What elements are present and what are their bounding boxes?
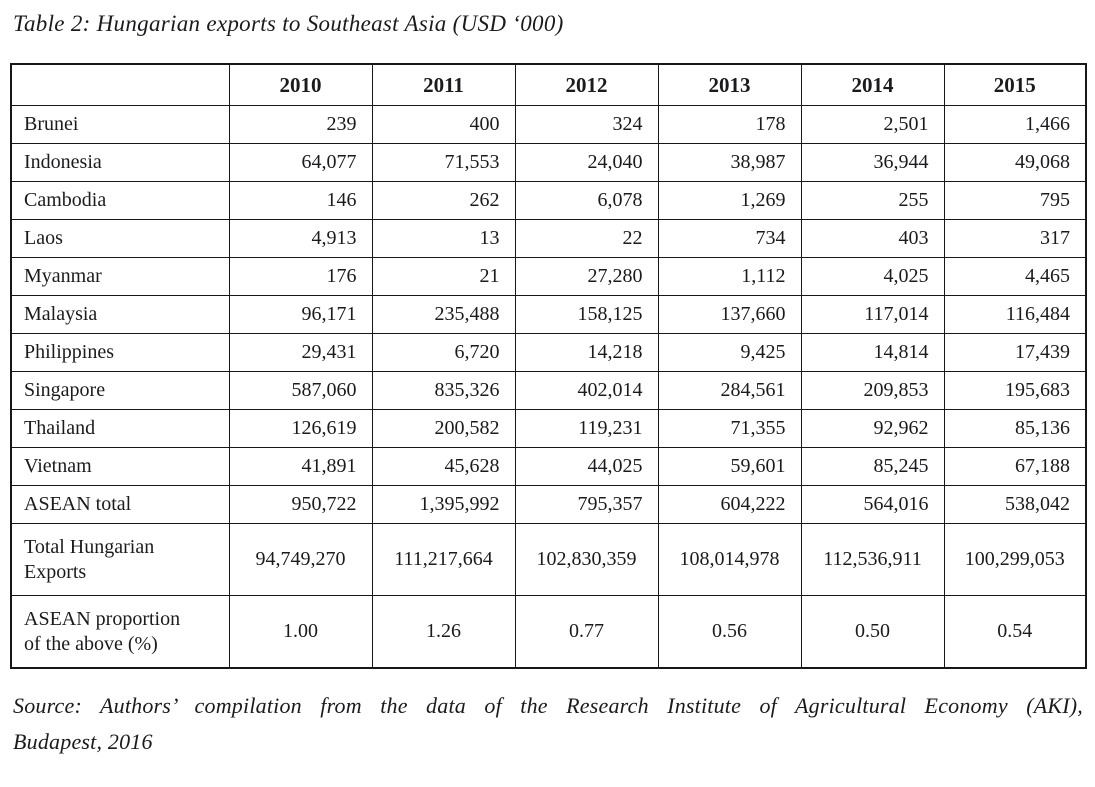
source-note bbox=[13, 688, 1083, 760]
value-cell: 94,749,270 bbox=[229, 524, 372, 596]
table-row bbox=[11, 182, 1086, 220]
value-cell: 176 bbox=[229, 258, 372, 296]
row-label: Cambodia bbox=[11, 182, 229, 220]
table-row bbox=[11, 220, 1086, 258]
value-cell: 71,355 bbox=[658, 410, 801, 448]
value-cell: 108,014,978 bbox=[658, 524, 801, 596]
value-cell: 6,720 bbox=[372, 334, 515, 372]
value-cell: 402,014 bbox=[515, 372, 658, 410]
value-cell: 835,326 bbox=[372, 372, 515, 410]
row-label: ASEAN total bbox=[11, 486, 229, 524]
value-cell: 100,299,053 bbox=[944, 524, 1086, 596]
page bbox=[0, 11, 1095, 760]
value-cell: 950,722 bbox=[229, 486, 372, 524]
value-cell: 29,431 bbox=[229, 334, 372, 372]
value-cell: 14,218 bbox=[515, 334, 658, 372]
value-cell: 734 bbox=[658, 220, 801, 258]
value-cell: 6,078 bbox=[515, 182, 658, 220]
value-cell: 59,601 bbox=[658, 448, 801, 486]
row-label: Brunei bbox=[11, 106, 229, 144]
corner-cell bbox=[11, 64, 229, 106]
value-cell: 178 bbox=[658, 106, 801, 144]
value-cell: 158,125 bbox=[515, 296, 658, 334]
value-cell: 85,136 bbox=[944, 410, 1086, 448]
value-cell: 284,561 bbox=[658, 372, 801, 410]
value-cell: 92,962 bbox=[801, 410, 944, 448]
table-header bbox=[11, 64, 1086, 106]
value-cell: 795,357 bbox=[515, 486, 658, 524]
value-cell: 564,016 bbox=[801, 486, 944, 524]
value-cell: 146 bbox=[229, 182, 372, 220]
value-cell: 209,853 bbox=[801, 372, 944, 410]
table-row bbox=[11, 144, 1086, 182]
value-cell: 14,814 bbox=[801, 334, 944, 372]
table-row bbox=[11, 448, 1086, 486]
value-cell: 262 bbox=[372, 182, 515, 220]
value-cell: 4,025 bbox=[801, 258, 944, 296]
value-cell: 112,536,911 bbox=[801, 524, 944, 596]
year-header: 2010 bbox=[229, 64, 372, 106]
value-cell: 41,891 bbox=[229, 448, 372, 486]
value-cell: 1,395,992 bbox=[372, 486, 515, 524]
table-row bbox=[11, 106, 1086, 144]
value-cell: 102,830,359 bbox=[515, 524, 658, 596]
table-row bbox=[11, 596, 1086, 669]
table-row bbox=[11, 334, 1086, 372]
value-cell: 604,222 bbox=[658, 486, 801, 524]
year-header: 2013 bbox=[658, 64, 801, 106]
value-cell: 0.50 bbox=[801, 596, 944, 669]
value-cell: 2,501 bbox=[801, 106, 944, 144]
table-row bbox=[11, 258, 1086, 296]
value-cell: 71,553 bbox=[372, 144, 515, 182]
value-cell: 44,025 bbox=[515, 448, 658, 486]
value-cell: 255 bbox=[801, 182, 944, 220]
row-label: ASEAN proportion of the above (%) bbox=[11, 596, 229, 669]
value-cell: 0.54 bbox=[944, 596, 1086, 669]
row-label: Vietnam bbox=[11, 448, 229, 486]
row-label: Thailand bbox=[11, 410, 229, 448]
row-label: Total Hungarian Exports bbox=[11, 524, 229, 596]
value-cell: 24,040 bbox=[515, 144, 658, 182]
year-header: 2012 bbox=[515, 64, 658, 106]
year-header: 2011 bbox=[372, 64, 515, 106]
value-cell: 17,439 bbox=[944, 334, 1086, 372]
value-cell: 0.56 bbox=[658, 596, 801, 669]
value-cell: 111,217,664 bbox=[372, 524, 515, 596]
value-cell: 117,014 bbox=[801, 296, 944, 334]
value-cell: 119,231 bbox=[515, 410, 658, 448]
source-line-1: Source: Authors’ compilation from the data of the Research Institute of Agricultural Economy (AKI), bbox=[13, 693, 1083, 718]
value-cell: 4,465 bbox=[944, 258, 1086, 296]
value-cell: 27,280 bbox=[515, 258, 658, 296]
table-row bbox=[11, 410, 1086, 448]
value-cell: 13 bbox=[372, 220, 515, 258]
value-cell: 400 bbox=[372, 106, 515, 144]
row-label: Philippines bbox=[11, 334, 229, 372]
table-row bbox=[11, 372, 1086, 410]
value-cell: 795 bbox=[944, 182, 1086, 220]
row-label: Singapore bbox=[11, 372, 229, 410]
table-body bbox=[11, 106, 1086, 669]
value-cell: 21 bbox=[372, 258, 515, 296]
value-cell: 0.77 bbox=[515, 596, 658, 669]
value-cell: 49,068 bbox=[944, 144, 1086, 182]
table-row bbox=[11, 296, 1086, 334]
exports-table bbox=[10, 63, 1087, 669]
value-cell: 96,171 bbox=[229, 296, 372, 334]
table-row bbox=[11, 524, 1086, 596]
value-cell: 403 bbox=[801, 220, 944, 258]
value-cell: 317 bbox=[944, 220, 1086, 258]
value-cell: 22 bbox=[515, 220, 658, 258]
row-label: Laos bbox=[11, 220, 229, 258]
value-cell: 235,488 bbox=[372, 296, 515, 334]
value-cell: 67,188 bbox=[944, 448, 1086, 486]
value-cell: 38,987 bbox=[658, 144, 801, 182]
value-cell: 200,582 bbox=[372, 410, 515, 448]
header-row bbox=[11, 64, 1086, 106]
value-cell: 1,112 bbox=[658, 258, 801, 296]
row-label: Indonesia bbox=[11, 144, 229, 182]
value-cell: 1,269 bbox=[658, 182, 801, 220]
value-cell: 587,060 bbox=[229, 372, 372, 410]
value-cell: 239 bbox=[229, 106, 372, 144]
table-row bbox=[11, 486, 1086, 524]
row-label: Myanmar bbox=[11, 258, 229, 296]
value-cell: 36,944 bbox=[801, 144, 944, 182]
value-cell: 324 bbox=[515, 106, 658, 144]
table-caption: Table 2: Hungarian exports to Southeast Asia (USD ‘000) bbox=[13, 11, 564, 36]
value-cell: 538,042 bbox=[944, 486, 1086, 524]
value-cell: 85,245 bbox=[801, 448, 944, 486]
value-cell: 64,077 bbox=[229, 144, 372, 182]
row-label: Malaysia bbox=[11, 296, 229, 334]
source-line-2: Budapest, 2016 bbox=[13, 729, 153, 754]
value-cell: 4,913 bbox=[229, 220, 372, 258]
value-cell: 126,619 bbox=[229, 410, 372, 448]
value-cell: 1.26 bbox=[372, 596, 515, 669]
value-cell: 116,484 bbox=[944, 296, 1086, 334]
value-cell: 195,683 bbox=[944, 372, 1086, 410]
value-cell: 45,628 bbox=[372, 448, 515, 486]
value-cell: 1.00 bbox=[229, 596, 372, 669]
year-header: 2015 bbox=[944, 64, 1086, 106]
year-header: 2014 bbox=[801, 64, 944, 106]
value-cell: 137,660 bbox=[658, 296, 801, 334]
value-cell: 1,466 bbox=[944, 106, 1086, 144]
value-cell: 9,425 bbox=[658, 334, 801, 372]
